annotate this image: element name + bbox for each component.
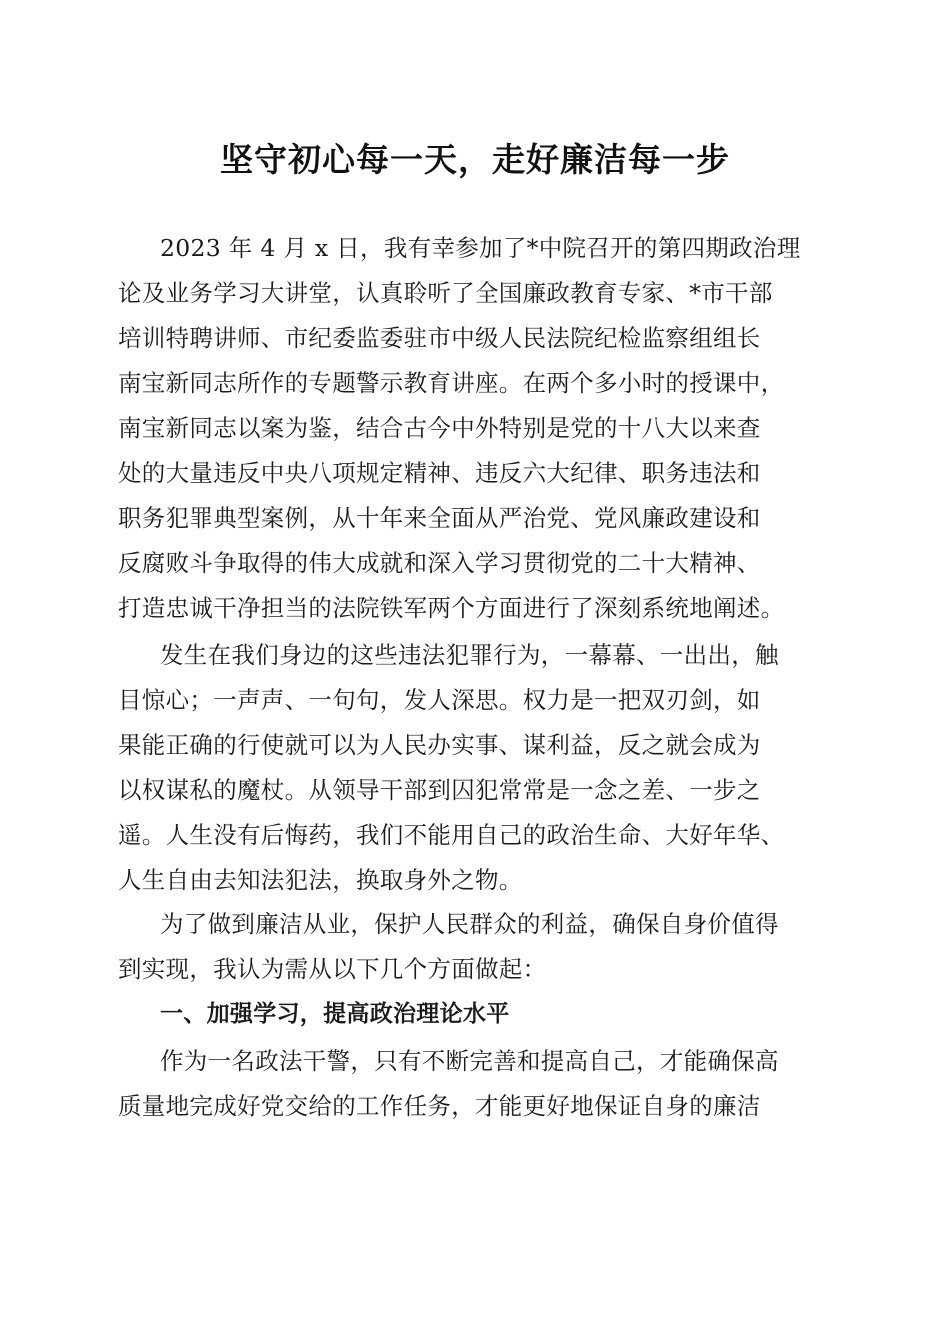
paragraph-2-line-1: 发生在我们身边的这些违法犯罪行为，一幕幕、一出出，触 (160, 641, 779, 669)
paragraph-1-line-1: 2023 年 4 月 x 日，我有幸参加了*中院召开的第四期政治理 (160, 234, 801, 262)
paragraph-4-line-1: 作为一名政法干警，只有不断完善和提高自己，才能确保高 (160, 1047, 779, 1075)
document-title: 坚守初心每一天，走好廉洁每一步 (220, 140, 730, 179)
paragraph-3-line-1: 为了做到廉洁从业，保护人民群众的利益，确保自身价值得 (160, 910, 779, 938)
paragraph-3-line-2: 到实现，我认为需从以下几个方面做起： (118, 955, 547, 983)
paragraph-1-line-5: 南宝新同志以案为鉴，结合古今中外特别是党的十八大以来查 (118, 414, 761, 442)
paragraph-2-line-4: 以权谋私的魔杖。从领导干部到囚犯常常是一念之差、一步之 (118, 776, 761, 804)
paragraph-1-line-3: 培训特聘讲师、市纪委监委驻市中级人民法院纪检监察组组长 (118, 324, 761, 352)
paragraph-2-line-6: 人生自由去知法犯法，换取身外之物。 (118, 866, 523, 894)
paragraph-2-line-5: 遥。人生没有后悔药，我们不能用自己的政治生命、大好年华、 (118, 821, 785, 849)
paragraph-1-line-8: 反腐败斗争取得的伟大成就和深入学习贯彻党的二十大精神、 (118, 549, 761, 577)
paragraph-1-line-6: 处的大量违反中央八项规定精神、违反六大纪律、职务违法和 (118, 459, 761, 487)
paragraph-2-line-2: 目惊心；一声声、一句句，发人深思。权力是一把双刃剑，如 (118, 686, 761, 714)
paragraph-1-line-7: 职务犯罪典型案例，从十年来全面从严治党、党风廉政建设和 (118, 504, 761, 532)
paragraph-1-line-9: 打造忠诚干净担当的法院铁军两个方面进行了深刻系统地阐述。 (118, 594, 785, 622)
paragraph-4-line-2: 质量地完成好党交给的工作任务，才能更好地保证自身的廉洁 (118, 1092, 761, 1120)
paragraph-1-line-4: 南宝新同志所作的专题警示教育讲座。在两个多小时的授课中， (118, 369, 785, 397)
section-1-heading: 一、加强学习，提高政治理论水平 (160, 1001, 510, 1027)
paragraph-2-line-3: 果能正确的行使就可以为人民办实事、谋利益，反之就会成为 (118, 731, 761, 759)
paragraph-1-line-2: 论及业务学习大讲堂，认真聆听了全国廉政教育专家、*市干部 (118, 279, 773, 307)
